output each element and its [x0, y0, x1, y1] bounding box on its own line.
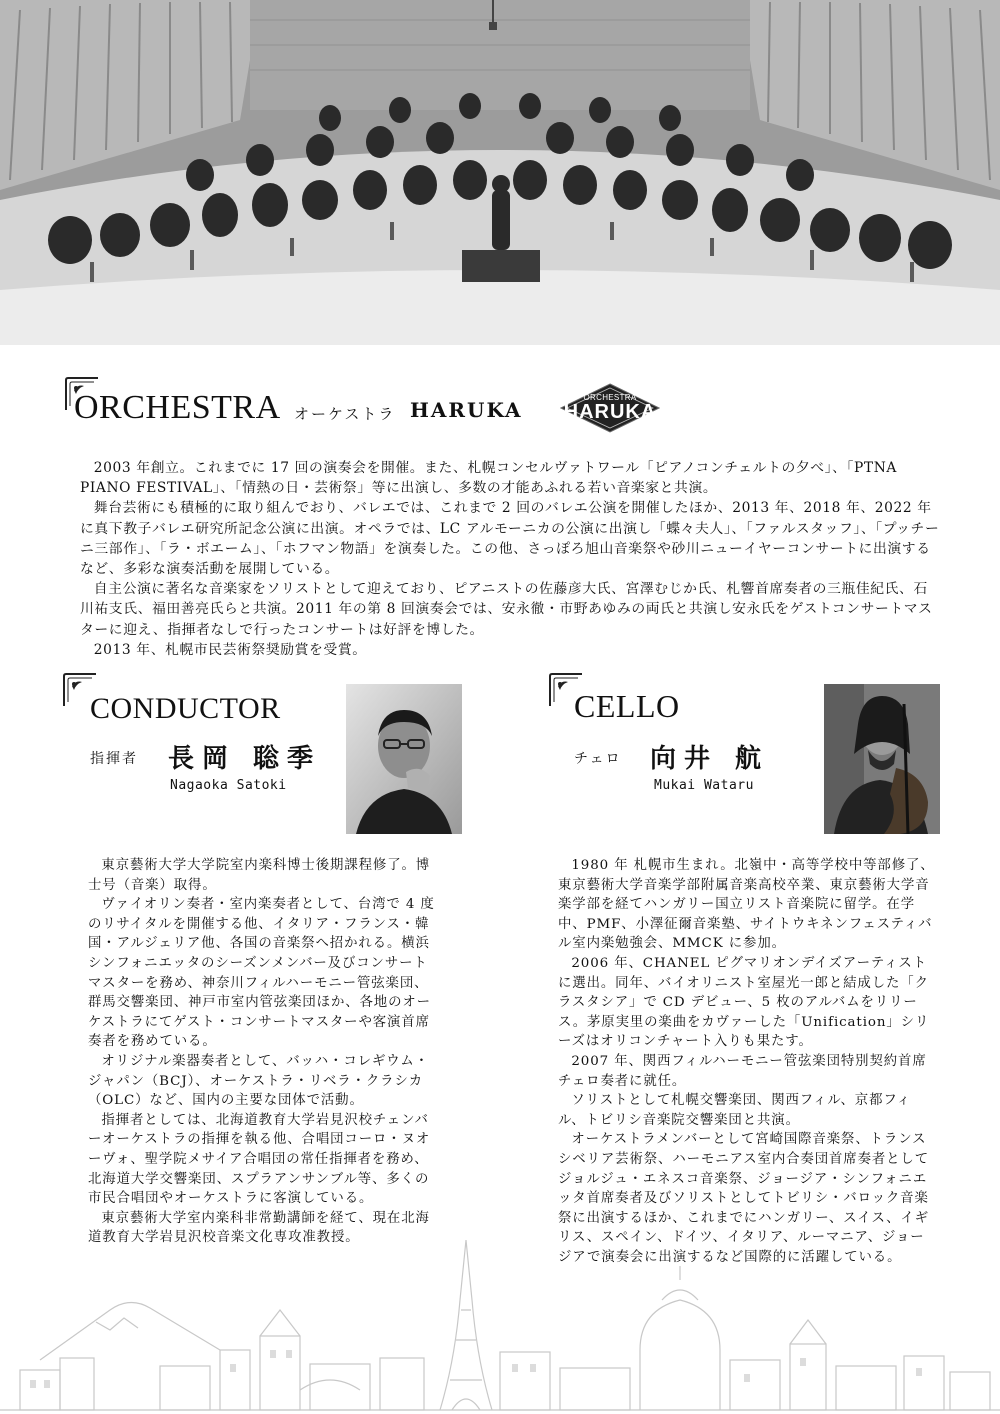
- orchestra-paragraph-3: 自主公演に著名な音楽家をソリストとして迎えており、ピアニストの佐藤彦大氏、宮澤むじか氏、札響首席奏者の三瓶佳紀氏、石川祐支氏、福田善亮氏らと共演。2011 年の第 8 回演奏会では、安永徹・市野あゆみの両氏と共演し安永氏をゲストコンサートマスターに迎え、指揮者なしで行ったコンサートは好評を博した。: [80, 581, 933, 638]
- cello-name: 向井 航: [650, 744, 770, 774]
- concert-hall-illustration: [0, 0, 1000, 345]
- orchestra-title-jp: オーケストラ: [294, 405, 396, 423]
- conductor-biography: [88, 856, 438, 1248]
- orchestra-title-en: ORCHESTRA: [74, 389, 281, 426]
- cello-portrait: [824, 684, 940, 834]
- conductor-title-en: CONDUCTOR: [90, 692, 281, 725]
- conductor-name: 長岡 聡季: [168, 744, 322, 774]
- orchestra-paragraph-2: 舞台芸術にも積極的に取り組んでおり、バレエでは、これまで 2 回のバレエ公演を開催したほか、2013 年、2018 年、2022 年に真下教子バレエ研究所記念公演に出演。オペラでは、LC アルモーニカの公演に出演し「蝶々夫人」、「ファルスタッフ」、「プッチーニ三部作」、「ラ・ボエーム」、「ホフマン物語」を演奏した。この他、さっぽろ旭山音楽祭や砂川ニューイヤーコンサートに出演するなど、多彩な演奏活動を展開している。: [80, 500, 940, 578]
- conductor-role: 指揮者: [90, 751, 138, 767]
- cello-biography: [558, 856, 938, 1267]
- cello-romaji: Mukai Wataru: [654, 778, 754, 793]
- conductor-paragraph-1: 東京藝術大学大学院室内楽科博士後期課程修了。博士号（音楽）取得。: [88, 858, 431, 893]
- orchestra-paragraph-4: 2013 年、札幌市民芸術祭奨励賞を受賞。: [93, 641, 367, 658]
- cello-paragraph-3: 2007 年、関西フィルハーモニー管弦楽団特別契約首席チェロ奏者に就任。: [558, 1053, 927, 1089]
- orchestra-name: HARUKA: [410, 398, 523, 422]
- conductor-paragraph-4: 指揮者としては、北海道教育大学岩見沢校チェンバーオーケストラの指揮を執る他、合唱団コーロ・ヌオーヴォ、聖学院メサイア合唱団の常任指揮者を務め、北海道大学交響楽団、スプラアンサンブル等、多くの市民合唱団やオーケストラに客演している。: [88, 1112, 431, 1207]
- cello-paragraph-4: ソリストとして札幌交響楽団、関西フィル、京都フィル、トビリシ音楽院交響楽団と共演。: [558, 1093, 911, 1128]
- cello-paragraph-5: オーケストラメンバーとして宮崎国際音楽祭、トランスシベリア芸術祭、ハーモニアス室内合奏団首席奏者としてジョルジュ・エネスコ音楽祭、ジョージア・シンフォニエッタ首席奏者及びソリストとしてトビリシ・バロック音楽祭に出演するほか、これまでにハンガリー、スイス、イギリス、スペイン、ドイツ、イタリア、ルーマニア、ジョージアで演奏会に出演するなど国際的に活躍している。: [558, 1132, 930, 1265]
- conductor-paragraph-3: オリジナル楽器奏者として、バッハ・コレギウム・ジャパン（BCJ）、オーケストラ・リベラ・クラシカ（OLC）など、国内の主要な団体で活動。: [88, 1053, 430, 1109]
- cello-paragraph-2: 2006 年、CHANEL ピグマリオンデイズアーティストに選出。同年、バイオリニスト室屋光一郎と結成した「クラスタシア」で CD デビュー、5 枚のアルバムをリリース。茅原実里の楽曲をカヴァーした「Unification」シリーズはオリコンチャート入りも果たす。: [558, 955, 930, 1050]
- conductor-romaji: Nagaoka Satoki: [170, 778, 287, 793]
- cello-title-en: CELLO: [574, 688, 680, 724]
- orchestra-paragraph-1: 2003 年創立。これまでに 17 回の演奏会を開催。また、札幌コンセルヴァトワール「ピアノコンチェルトの夕べ」、「PTNA PIANO FESTIVAL」、「情熱の日・芸術祭」等に出演し、多数の才能あふれる若い音楽家と共演。: [80, 460, 897, 497]
- cello-paragraph-1: 1980 年 札幌市生まれ。北嶺中・高等学校中等部修了、東京藝術大学音楽学部附属音楽高校卒業、東京藝術大学音楽学部を経てハンガリー国立リスト音楽院に留学。在学中、PMF、小澤征爾音楽塾、サイトウキネンフェスティバル室内楽勉強会、MMCK に参加。: [558, 858, 935, 952]
- logo-top-text: ORCHESTRA: [583, 393, 637, 402]
- orchestra-photo: [0, 0, 1000, 345]
- logo-main-text: HARUKA: [563, 401, 657, 423]
- conductor-paragraph-2: ヴァイオリン奏者・室内楽奏者として、台湾で 4 度のリサイタルを開催する他、イタリア・フランス・韓国・アルジェリア他、各国の音楽祭へ招かれる。横浜シンフォニエッタのシーズンメンバー及びコンサートマスターを務め、神奈川フィルハーモニー管弦楽団、群馬交響楽団、神戸市室内管弦楽団ほか、各地のオーケストラにてゲスト・コンサートマスターや客演首席奏者を務めている。: [88, 897, 435, 1050]
- cello-role: チェロ: [574, 751, 622, 767]
- haruka-logo: [560, 383, 660, 433]
- orchestra-description: [80, 458, 940, 660]
- conductor-paragraph-5: 東京藝術大学室内楽科非常勤講師を経て、現在北海道教育大学岩見沢校音楽文化専攻准教授。: [88, 1210, 430, 1246]
- conductor-portrait: [346, 684, 462, 834]
- city-skyline-illustration: [0, 1240, 1000, 1414]
